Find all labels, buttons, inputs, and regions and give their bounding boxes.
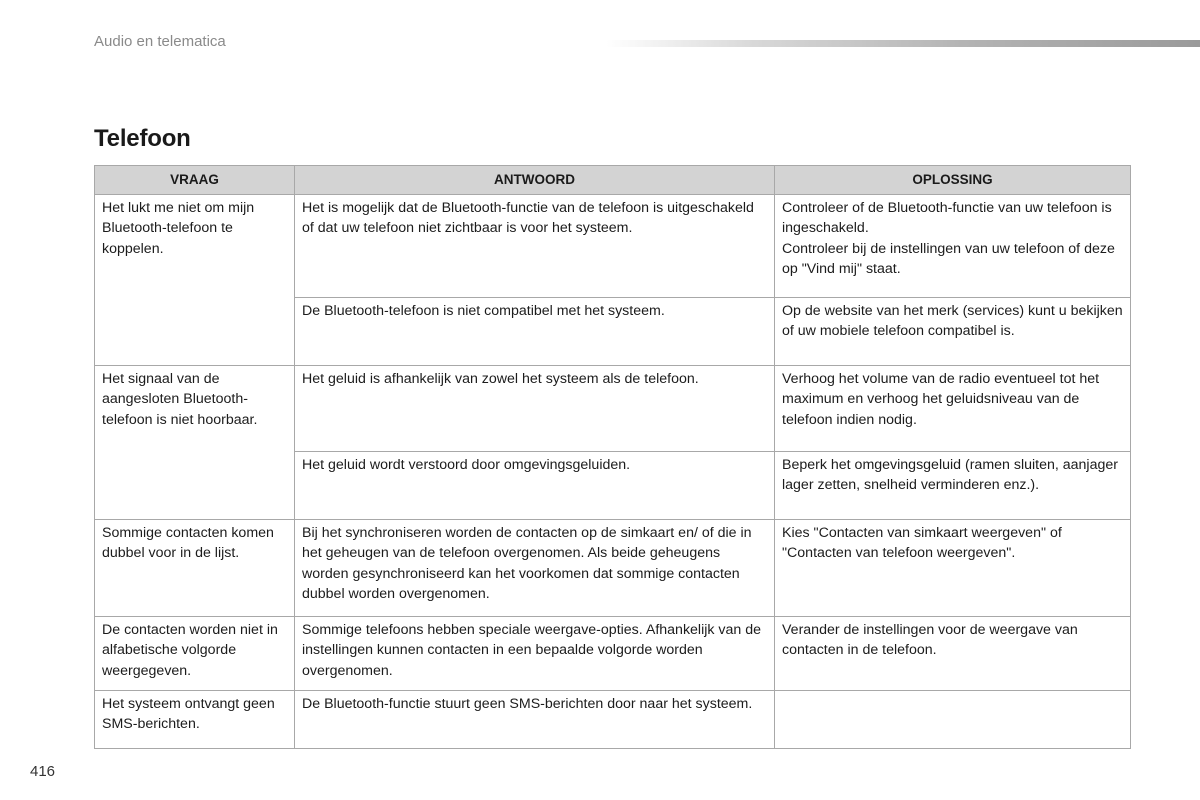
column-header-question: VRAAG — [95, 166, 295, 195]
table-row — [95, 366, 1131, 452]
solution-cell: Verander de instellingen voor de weergave van contacten in de telefoon. — [775, 617, 1131, 691]
page-title: Telefoon — [94, 125, 191, 152]
solution-line: Controleer of de Bluetooth-functie van uw telefoon is ingeschakeld. — [782, 200, 1112, 237]
solution-cell: Op de website van het merk (services) kunt u bekijken of uw mobiele telefoon compatibel is. — [775, 298, 1131, 366]
solution-cell — [775, 691, 1131, 749]
answer-cell: De Bluetooth-telefoon is niet compatibel met het systeem. — [295, 298, 775, 366]
question-cell: De contacten worden niet in alfabetische volgorde weergegeven. — [95, 617, 295, 691]
question-cell: Het systeem ontvangt geen SMS-berichten. — [95, 691, 295, 749]
question-cell: Het lukt me niet om mijn Bluetooth-telefoon te koppelen. — [95, 195, 295, 366]
solution-cell: Verhoog het volume van de radio eventueel tot het maximum en verhoog het geluidsniveau van de telefoon indien nodig. — [775, 366, 1131, 452]
column-header-solution: OPLOSSING — [775, 166, 1131, 195]
question-cell: Sommige contacten komen dubbel voor in de lijst. — [95, 520, 295, 617]
answer-cell: Bij het synchroniseren worden de contacten op de simkaart en/ of die in het geheugen van de telefoon overgenomen. Als beide geheugens worden gesynchroniseerd kan het voorkomen dat sommige contacten dubbel worden overgenomen. — [295, 520, 775, 617]
table-row — [95, 617, 1131, 691]
solution-cell — [775, 195, 1131, 298]
answer-cell: Sommige telefoons hebben speciale weergave-opties. Afhankelijk van de instellingen kunnen contacten in een bepaalde volgorde worden overgenomen. — [295, 617, 775, 691]
table-header-row — [95, 166, 1131, 195]
column-header-answer: ANTWOORD — [295, 166, 775, 195]
table-row — [95, 691, 1131, 749]
solution-cell: Beperk het omgevingsgeluid (ramen sluiten, aanjager lager zetten, snelheid verminderen enz.). — [775, 452, 1131, 520]
answer-cell: De Bluetooth-functie stuurt geen SMS-berichten door naar het systeem. — [295, 691, 775, 749]
answer-cell: Het geluid wordt verstoord door omgevingsgeluiden. — [295, 452, 775, 520]
troubleshooting-table — [94, 165, 1131, 749]
question-cell: Het signaal van de aangesloten Bluetooth-telefoon is niet hoorbaar. — [95, 366, 295, 520]
table-row — [95, 195, 1131, 298]
answer-cell: Het is mogelijk dat de Bluetooth-functie van de telefoon is uitgeschakeld of dat uw telefoon niet zichtbaar is voor het systeem. — [295, 195, 775, 298]
solution-line: Controleer bij de instellingen van uw telefoon of deze op "Vind mij" staat. — [782, 240, 1115, 277]
solution-cell: Kies "Contacten van simkaart weergeven" of "Contacten van telefoon weergeven". — [775, 520, 1131, 617]
table-row — [95, 520, 1131, 617]
page-number: 416 — [30, 763, 56, 780]
header-decorative-bar — [606, 40, 1200, 47]
answer-cell: Het geluid is afhankelijk van zowel het systeem als de telefoon. — [295, 366, 775, 452]
section-header-label: Audio en telematica — [94, 33, 226, 50]
